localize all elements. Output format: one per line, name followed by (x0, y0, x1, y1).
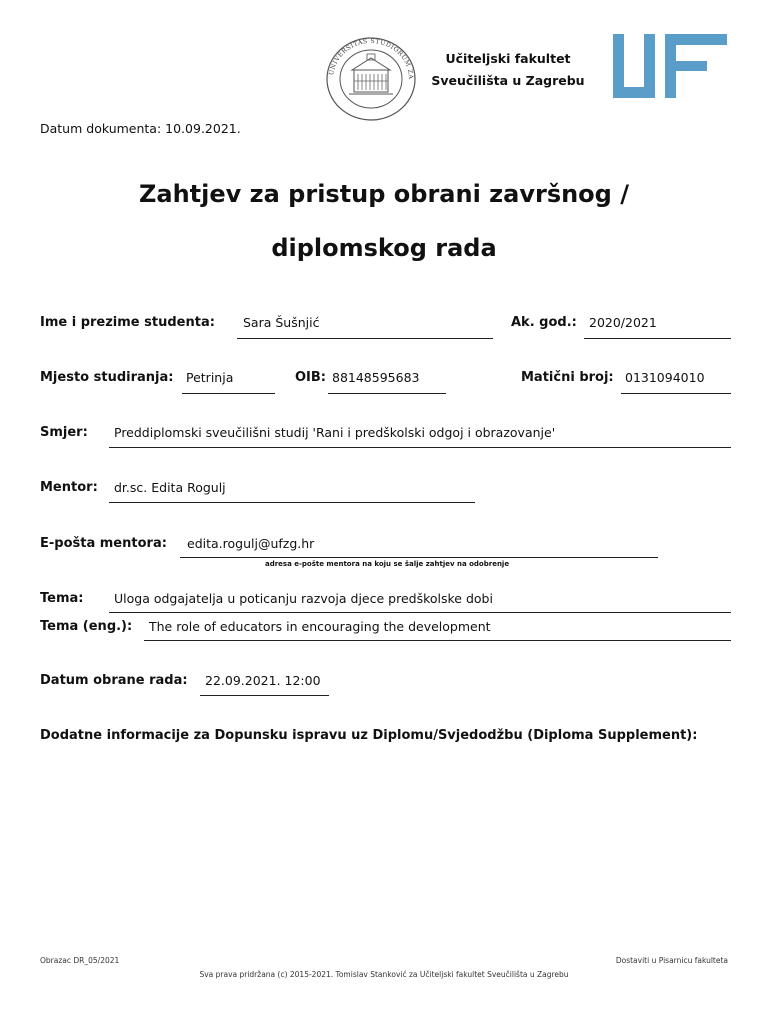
university-seal (325, 36, 417, 122)
academic-year-label: Ak. god.: (511, 315, 577, 330)
seal-text: UNIVERSITAS STUDIORUM ZA (328, 37, 415, 80)
faculty-name (425, 48, 591, 92)
thesis-topic-underline (109, 612, 731, 613)
form-code: Obrazac DR_05/2021 (40, 956, 120, 965)
thesis-topic-value: Uloga odgajatelja u poticanju razvoja djece predškolske dobi (114, 591, 493, 606)
defense-date-underline (200, 695, 329, 696)
mentor-underline (109, 502, 475, 503)
copyright-notice: Sva prava pridržana (c) 2015-2021. Tomislav Stanković za Učiteljski fakultet Sveučilišta u Zagrebu (199, 970, 569, 979)
page-title-line2: diplomskog rada (271, 234, 497, 262)
oib-underline (328, 393, 446, 394)
study-place-value: Petrinja (186, 370, 234, 385)
student-name-value: Sara Šušnjić (243, 315, 320, 330)
mentor-email-underline (180, 557, 658, 558)
study-program-value: Preddiplomski sveučilišni studij 'Rani i predškolski odgoj i obrazovanje' (114, 425, 556, 440)
oib-label: OIB: (295, 370, 326, 385)
faculty-name-line2: Sveučilišta u Zagrebu (431, 73, 585, 88)
defense-date-label: Datum obrane rada: (40, 673, 188, 688)
mentor-value: dr.sc. Edita Rogulj (114, 480, 226, 495)
thesis-topic-en-value: The role of educators in encouraging the development (149, 619, 491, 634)
mentor-email-value: edita.rogulj@ufzg.hr (187, 536, 315, 551)
ufzg-logo (613, 34, 727, 98)
document-date: Datum dokumenta: 10.09.2021. (40, 121, 241, 136)
thesis-topic-en-underline (144, 640, 731, 641)
student-name-underline (237, 338, 493, 339)
student-id-underline (621, 393, 731, 394)
study-place-underline (182, 393, 275, 394)
mentor-label: Mentor: (40, 480, 98, 495)
student-id-value: 0131094010 (625, 370, 705, 385)
additional-info-label: Dodatne informacije za Dopunsku ispravu uz Diplomu/Svjedodžbu (Diploma Supplement): (40, 728, 698, 743)
academic-year-underline (584, 338, 731, 339)
student-id-label: Matični broj: (521, 370, 614, 385)
mentor-email-label: E-pošta mentora: (40, 536, 167, 551)
study-program-label: Smjer: (40, 425, 88, 440)
svg-text:UNIVERSITAS STUDIORUM ZAGRABIE (325, 36, 414, 80)
faculty-name-line1: Učiteljski fakultet (445, 51, 571, 66)
defense-date-value: 22.09.2021. 12:00 (205, 673, 321, 688)
student-name-label: Ime i prezime studenta: (40, 315, 215, 330)
page-title-line1: Zahtjev za pristup obrani završnog / (139, 180, 629, 208)
study-place-label: Mjesto studiranja: (40, 370, 174, 385)
study-program-underline (109, 447, 731, 448)
oib-value: 88148595683 (332, 370, 420, 385)
delivery-note: Dostaviti u Pisarnicu fakulteta (615, 956, 728, 965)
academic-year-value: 2020/2021 (589, 315, 657, 330)
thesis-topic-label: Tema: (40, 591, 84, 606)
mentor-email-note: adresa e-pošte mentora na koju se šalje zahtjev na odobrenje (265, 560, 510, 568)
thesis-topic-en-label: Tema (eng.): (40, 619, 133, 634)
